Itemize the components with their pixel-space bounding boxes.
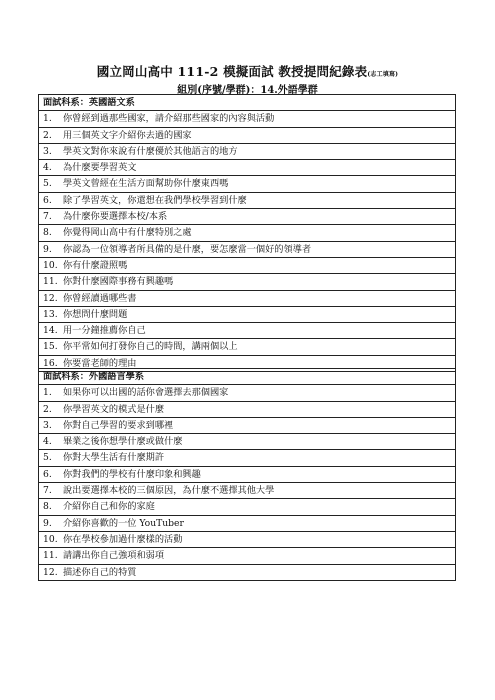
question-number: 12. <box>43 566 58 578</box>
question-row <box>39 483 456 499</box>
question-row <box>39 192 456 208</box>
question-text: 描述你自己的特質 <box>63 566 137 578</box>
question-row <box>39 499 456 515</box>
title-note: (志工填寫) <box>367 71 399 78</box>
question-text: 用三個英文字介紹你去過的國家 <box>63 129 192 141</box>
question-text: 你認為一位領導者所具備的是什麼，要怎麼當一個好的領導者 <box>63 243 312 255</box>
question-cell <box>39 466 456 482</box>
question-text: 你在學校參加過什麼樣的活動 <box>63 533 183 545</box>
question-number: 7. <box>43 485 52 497</box>
question-cell <box>39 274 456 290</box>
question-cell <box>39 385 456 401</box>
question-cell <box>39 434 456 450</box>
question-text: 你對自己學習的要求到哪裡 <box>63 419 174 431</box>
question-text: 請講出你自己強項和弱項 <box>63 550 165 562</box>
question-row <box>39 339 456 355</box>
question-number: 7. <box>43 211 52 223</box>
group-value: 14.外語學群 <box>260 85 318 96</box>
question-text: 除了學習英文，你還想在我們學校學習到什麼 <box>63 194 247 206</box>
english-dept-question-table <box>38 94 456 372</box>
question-cell <box>39 257 456 273</box>
question-number: 9. <box>43 517 52 529</box>
question-row <box>39 111 456 127</box>
question-cell <box>39 499 456 515</box>
question-number: 10. <box>43 533 58 545</box>
question-text: 介紹你喜歡的一位 YouTuber <box>63 517 184 529</box>
question-row <box>39 531 456 547</box>
question-row <box>39 160 456 176</box>
question-row <box>39 274 456 290</box>
question-row <box>39 176 456 192</box>
question-number: 4. <box>43 162 52 174</box>
question-text: 你要當老師的理由 <box>63 357 137 369</box>
foreign-lang-question-table <box>38 368 456 581</box>
question-text: 你對大學生活有什麼期許 <box>63 452 165 464</box>
question-number: 10. <box>43 259 58 271</box>
question-row <box>39 564 456 580</box>
question-number: 2. <box>43 403 52 415</box>
question-number: 15. <box>43 341 58 353</box>
question-row <box>39 323 456 339</box>
question-cell <box>39 323 456 339</box>
question-row <box>39 515 456 531</box>
question-row <box>39 385 456 401</box>
document-title <box>0 62 495 80</box>
question-text: 學英文曾經在生活方面幫助你什麼東西嗎 <box>63 178 229 190</box>
question-text: 學英文對你來說有什麼優於其他語言的地方 <box>63 145 238 157</box>
question-number: 6. <box>43 194 52 206</box>
section-header-row <box>39 369 456 385</box>
question-number: 6. <box>43 468 52 480</box>
question-cell <box>39 127 456 143</box>
question-text: 畢業之後你想學什麼或做什麼 <box>63 436 183 448</box>
question-number: 8. <box>43 501 52 513</box>
question-row <box>39 225 456 241</box>
question-row <box>39 257 456 273</box>
question-row <box>39 209 456 225</box>
section-header: 面試科系：外國語言學系 <box>39 369 456 385</box>
question-row <box>39 417 456 433</box>
question-cell <box>39 339 456 355</box>
question-text: 你學習英文的模式是什麼 <box>63 403 165 415</box>
group-label: 組別(序號/學群)： <box>177 85 261 96</box>
question-number: 14. <box>43 325 58 337</box>
question-cell <box>39 483 456 499</box>
question-row <box>39 434 456 450</box>
question-text: 你平常如何打發你自己的時間，講兩個以上 <box>63 341 238 353</box>
question-text: 說出要選擇本校的三個原因，為什麼不選擇其他大學 <box>63 485 275 497</box>
question-row <box>39 290 456 306</box>
question-row <box>39 143 456 159</box>
question-number: 9. <box>43 243 52 255</box>
section-header: 面試科系：英國語文系 <box>39 95 456 111</box>
question-row <box>39 241 456 257</box>
title-text: 國立岡山高中 111-2 模擬面試 教授提問紀錄表 <box>96 64 368 79</box>
question-cell <box>39 306 456 322</box>
question-cell <box>39 192 456 208</box>
question-cell <box>39 450 456 466</box>
question-number: 5. <box>43 452 52 464</box>
question-text: 為什麼要學習英文 <box>63 162 137 174</box>
question-text: 你曾經讀過哪些書 <box>63 292 137 304</box>
question-number: 4. <box>43 436 52 448</box>
question-row <box>39 401 456 417</box>
question-text: 為什麼你要選擇本校/本系 <box>63 211 168 223</box>
question-number: 8. <box>43 227 52 239</box>
question-number: 16. <box>43 357 58 369</box>
question-text: 你覺得岡山高中有什麼特別之處 <box>63 227 192 239</box>
question-cell <box>39 143 456 159</box>
question-cell <box>39 515 456 531</box>
section-header-row <box>39 95 456 111</box>
question-cell <box>39 290 456 306</box>
question-text: 介紹你自己和你的家庭 <box>63 501 155 513</box>
question-number: 1. <box>43 387 52 399</box>
question-number: 1. <box>43 113 52 125</box>
question-cell <box>39 176 456 192</box>
question-number: 5. <box>43 178 52 190</box>
question-number: 2. <box>43 129 52 141</box>
question-cell <box>39 531 456 547</box>
question-cell <box>39 209 456 225</box>
question-text: 用一分鐘推薦你自己 <box>63 325 146 337</box>
question-number: 3. <box>43 419 52 431</box>
question-text: 你對什麼國際事務有興趣嗎 <box>63 276 174 288</box>
question-text: 你有什麼證照嗎 <box>63 259 128 271</box>
question-cell <box>39 564 456 580</box>
question-number: 12. <box>43 292 58 304</box>
question-cell <box>39 241 456 257</box>
question-text: 你曾經到過那些國家，請介紹那些國家的內容與活動 <box>63 113 275 125</box>
question-number: 3. <box>43 145 52 157</box>
question-row <box>39 127 456 143</box>
question-number: 13. <box>43 308 58 320</box>
question-cell <box>39 225 456 241</box>
question-cell <box>39 111 456 127</box>
question-text: 你對我們的學校有什麼印象和興趣 <box>63 468 201 480</box>
question-cell <box>39 548 456 564</box>
question-number: 11. <box>43 276 58 288</box>
question-row <box>39 466 456 482</box>
question-cell <box>39 401 456 417</box>
question-row <box>39 450 456 466</box>
question-text: 如果你可以出國的話你會選擇去那個國家 <box>63 387 229 399</box>
question-cell <box>39 160 456 176</box>
question-row <box>39 306 456 322</box>
question-text: 你想問什麼問題 <box>63 308 128 320</box>
question-number: 11. <box>43 550 58 562</box>
question-row <box>39 548 456 564</box>
question-cell <box>39 417 456 433</box>
